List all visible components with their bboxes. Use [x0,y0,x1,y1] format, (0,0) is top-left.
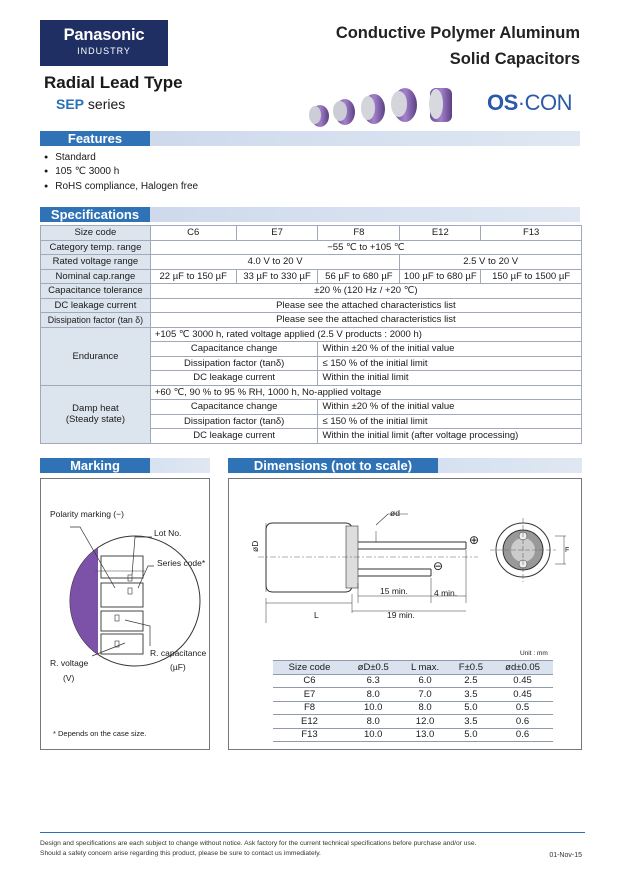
dim-cell: 13.0 [400,728,449,742]
spec-label: Nominal cap.range [41,269,151,284]
document-date: 01-Nov-15 [549,852,582,859]
test-item: DC leakage current [150,429,318,444]
dim-cell: 2.5 [450,674,492,688]
lead-spacing-label: F [565,547,570,554]
spec-value: 4.0 V to 20 V [150,255,399,270]
rated-capacitance-label: R. capacitance [150,648,207,658]
dim-column-header: F±0.5 [450,661,492,675]
test-criteria: Within the initial limit [318,371,582,386]
spec-label: Rated voltage range [41,255,151,270]
dim-cell: F8 [273,701,346,715]
minus-terminal-symbol: ⊖ [433,559,444,573]
dim-cell: 8.0 [346,715,400,729]
spec-value: 100 µF to 680 µF [400,269,481,284]
polarity-marking-label: Polarity marking (−) [50,509,124,519]
damp-label-1: Damp heat [72,403,119,414]
features-list [44,150,198,194]
features-heading: Features [40,131,150,146]
test-item: Dissipation factor (tanδ) [150,356,318,371]
footer-line-2: Should a safety concern arise regarding this product, please be sure to contact us immediately. [40,850,321,857]
spec-value: 2.5 V to 20 V [400,255,582,270]
dim-cell: E12 [273,715,346,729]
dim-cell: E7 [273,688,346,702]
spec-value: 22 µF to 150 µF [150,269,236,284]
division-name: INDUSTRY [77,46,131,56]
dim-cell: 5.0 [450,728,492,742]
lead-diameter-label: ød [390,508,400,518]
dim-cell: 6.3 [346,674,400,688]
oscon-logo-con: CON [524,90,573,115]
capacitor-product-image [300,82,470,132]
size-code-cell: F8 [318,226,400,241]
dim-cell: 0.5 [492,701,553,715]
footer-disclaimer [40,832,585,859]
dimensions-heading: Dimensions (not to scale) [228,458,438,473]
dim-cell: 3.5 [450,715,492,729]
table-row [273,688,553,702]
spec-value: −55 ℃ to +105 ℃ [150,240,581,255]
lead-type-heading: Radial Lead Type [44,73,183,92]
dim-cell: C6 [273,674,346,688]
rated-capacitance-unit: (µF) [170,662,186,672]
spec-value: Please see the attached characteristics list [150,313,581,328]
dim-cell: 12.0 [400,715,449,729]
test-item: Dissipation factor (tanδ) [150,414,318,429]
dim-cell: 3.5 [450,688,492,702]
footer-line-1: Design and specifications are each subject to change without notice. Ask factory for the current technical specifications before purchase and/or use. [40,840,477,847]
spec-label: Capacitance tolerance [41,284,151,299]
title-line-2: Solid Capacitors [449,50,580,68]
body-length-label: L [314,610,319,620]
spec-value: 33 µF to 330 µF [236,269,318,284]
series-word: series [87,96,126,112]
test-item: DC leakage current [150,371,318,386]
marking-heading: Marking [40,458,150,473]
spec-value: Please see the attached characteristics list [150,298,581,313]
dim-cell: 0.6 [492,728,553,742]
dim-cell: 7.0 [400,688,449,702]
unit-label: Unit : mm [520,650,548,657]
series-code: SEP [56,96,85,112]
lot-number-label: Lot No. [154,528,182,538]
size-code-cell: F13 [481,226,582,241]
feature-item: ● Standard [44,150,198,165]
dim-cell: 6.0 [400,674,449,688]
oscon-logo-os: OS [487,90,518,115]
test-criteria: ≤ 150 % of the initial limit [318,414,582,429]
series-label [56,96,125,112]
table-row [273,701,553,715]
marking-note: * Depends on the case size. [53,729,147,738]
plus-terminal-symbol: ⊕ [469,533,480,547]
dim-cell: 8.0 [400,701,449,715]
size-code-cell: C6 [150,226,236,241]
panasonic-logo [40,20,168,66]
spec-label: Category temp. range [41,240,151,255]
spec-value: +105 ℃ 3000 h, rated voltage applied (2.5 V products : 2000 h) [150,327,581,342]
test-item: Capacitance change [150,400,318,415]
dim-column-header: øD±0.5 [346,661,400,675]
dim-cell: 10.0 [346,701,400,715]
lead-length-19: 19 min. [387,610,415,620]
dim-cell: 0.45 [492,674,553,688]
specifications-heading: Specifications [40,207,150,222]
rated-voltage-unit: (V) [63,673,75,683]
test-criteria: Within ±20 % of the initial value [318,400,582,415]
spec-label: Size code [41,226,151,241]
body-diameter-label: øD [250,540,260,552]
spec-label: DC leakage current [41,298,151,313]
table-row [273,674,553,688]
damp-label-2: (Steady state) [65,414,125,425]
spec-value: 150 µF to 1500 µF [481,269,582,284]
lead-length-4: 4 min. [434,588,458,598]
spec-value: ±20 % (120 Hz / +20 ℃) [150,284,581,299]
test-criteria: ≤ 150 % of the initial limit [318,356,582,371]
specifications-table [40,225,582,444]
test-criteria: Within the initial limit (after voltage processing) [318,429,582,444]
spec-label [41,385,151,443]
spec-label: Dissipation factor (tan δ) [41,313,151,328]
oscon-logo: OS·CON [487,90,573,115]
brand-name: Panasonic [63,26,145,44]
dim-cell: 10.0 [346,728,400,742]
spec-value: +60 ℃, 90 % to 95 % RH, 1000 h, No-applied voltage [150,385,581,400]
feature-item: ● 105 ℃ 3000 h [44,165,198,180]
dimensions-table [273,660,553,742]
lead-length-15: 15 min. [380,586,408,596]
dim-cell: 5.0 [450,701,492,715]
size-code-cell: E12 [400,226,481,241]
feature-item: ● RoHS compliance, Halogen free [44,179,198,194]
series-code-label: Series code* [157,558,206,568]
spec-value: 56 µF to 680 µF [318,269,400,284]
dim-cell: 8.0 [346,688,400,702]
dim-column-header: ød±0.05 [492,661,553,675]
title-line-1: Conductive Polymer Aluminum [335,24,580,42]
dim-cell: 0.45 [492,688,553,702]
dim-column-header: Size code [273,661,346,675]
rated-voltage-label: R. voltage [50,658,89,668]
test-criteria: Within ±20 % of the initial value [318,342,582,357]
dim-cell: F13 [273,728,346,742]
dim-column-header: L max. [400,661,449,675]
spec-label: Endurance [41,327,151,385]
table-row [273,715,553,729]
test-item: Capacitance change [150,342,318,357]
table-row [273,728,553,742]
dim-cell: 0.6 [492,715,553,729]
size-code-cell: E7 [236,226,318,241]
